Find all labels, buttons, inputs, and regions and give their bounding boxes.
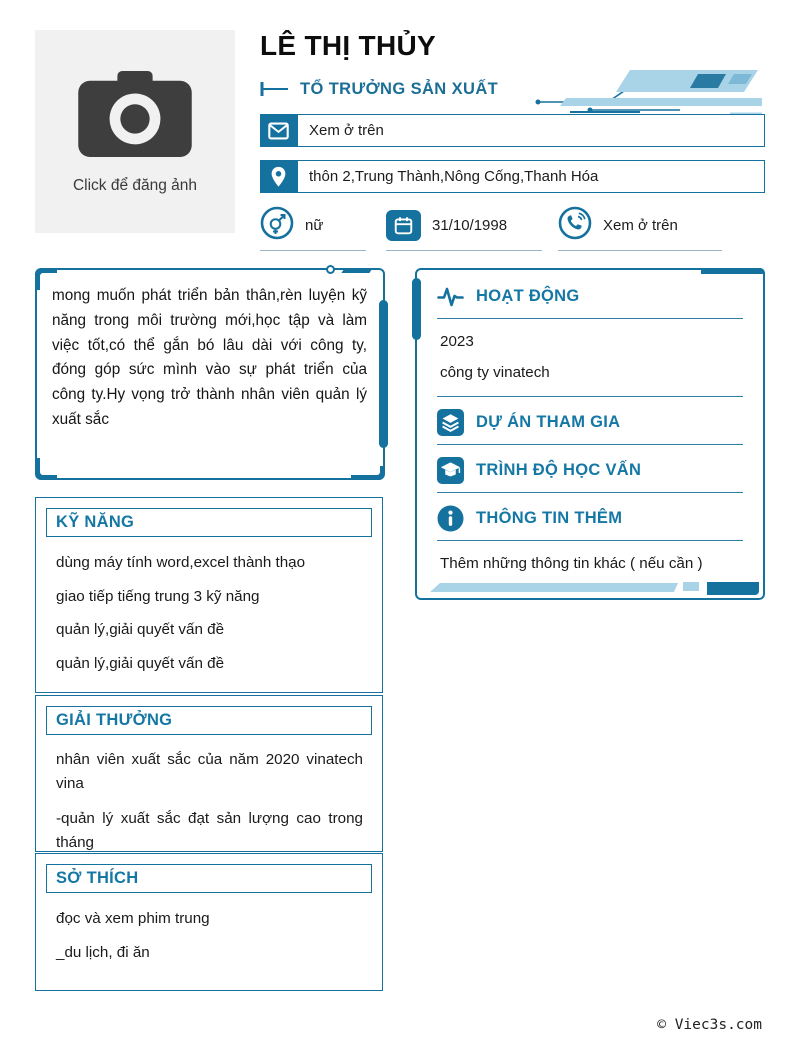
skills-section [35,497,383,693]
info-icon [437,505,464,532]
extra-info-section [437,505,743,572]
list-item: quản lý,giải quyết vấn đề [56,654,225,672]
candidate-name: LÊ THỊ THỦY [260,30,436,61]
section-divider [437,492,743,493]
list-item: dùng máy tính word,excel thành thạo [56,554,306,571]
list-item: 2023 [440,333,474,350]
frame-corner-decoration [351,466,385,480]
phone-field[interactable] [558,206,722,251]
section-title: HOẠT ĐỘNG [476,287,580,305]
extra-info-section-header [437,505,743,532]
awards-section-title: GIẢI THƯỞNG [46,706,372,735]
awards-list [36,735,382,855]
hobbies-section [35,853,383,991]
list-item: đọc và xem phim trung [56,910,210,927]
gender-value: nữ [305,217,324,234]
hobbies-section-title: SỞ THÍCH [46,864,372,893]
copyright: © Viec3s.com [657,1017,762,1033]
list-item: Thêm những thông tin khác ( nếu cần ) [440,555,703,572]
camera-icon [76,69,194,164]
projects-section [437,409,743,445]
education-section-header [437,457,743,484]
section-title: THÔNG TIN THÊM [476,509,623,527]
education-section [437,457,743,493]
gender-field[interactable] [260,206,366,251]
section-divider [437,396,743,397]
list-item: công ty vinatech [440,364,550,381]
birthday-field[interactable] [386,206,542,251]
gender-icon [260,206,294,245]
phone-icon [558,206,592,245]
inline-contact-row [260,206,765,251]
location-pin-icon [260,160,297,193]
section-title: DỰ ÁN THAM GIA [476,413,621,431]
section-title: TRÌNH ĐỘ HỌC VẤN [476,461,642,479]
frame-bottom-corner-decoration [707,582,759,595]
frame-corner-decoration [35,458,57,480]
objective-text[interactable]: mong muốn phát triển bản thân,rèn luyện kỹ năng trong môi trường mới,học tập và làm việc tốt,có thể gắn bó lâu dài với công ty, đóng góp sức mình vào sự phát triển của công ty.Hy vọng trở thành nhân viên quản lý xuất sắc [52,287,367,428]
projects-section-header [437,409,743,436]
skills-list [36,537,382,674]
frame-bottom-square-decoration [683,582,699,591]
layers-icon [437,409,464,436]
activity-pulse-icon [437,283,464,310]
section-divider [437,444,743,445]
job-title: TỔ TRƯỞNG SẢN XUẤT [300,79,499,98]
header [260,30,765,251]
frame-side-bar-decoration [379,300,388,448]
list-item: -quản lý xuất sắc đạt sản lượng cao trong tháng [56,809,363,851]
photo-upload-box[interactable] [35,30,235,233]
email-field [260,114,765,147]
photo-upload-caption: Click để đăng ảnh [72,176,198,194]
right-column-content [417,270,763,572]
right-column-box [415,268,765,600]
skills-section-title: KỸ NĂNG [46,508,372,537]
address-value[interactable]: thôn 2,Trung Thành,Nông Cống,Thanh Hóa [297,160,765,193]
activities-section [437,283,743,397]
graduation-cap-icon [437,457,464,484]
calendar-icon [386,210,421,241]
address-field [260,160,765,193]
objective-box [35,268,385,480]
envelope-icon [260,114,297,147]
birthday-value: 31/10/1998 [432,217,508,234]
section-divider [437,318,743,319]
awards-section [35,695,383,852]
title-marker-icon [260,80,290,98]
list-item: nhân viên xuất sắc của năm 2020 vinatech vina [56,751,363,793]
list-item: _du lịch, đi ăn [56,943,150,961]
frame-dot-decoration [326,265,335,274]
frame-bottom-bar-decoration [430,583,678,592]
frame-corner-decoration [35,268,57,290]
list-item: quản lý,giải quyết vấn đề [56,621,225,639]
list-item: giao tiếp tiếng trung 3 kỹ năng [56,587,260,605]
activities-section-header [437,283,743,310]
email-value[interactable]: Xem ở trên [297,114,765,147]
phone-value: Xem ở trên [603,217,678,234]
section-divider [437,540,743,541]
hobbies-list [36,893,382,963]
frame-notch-decoration [341,268,372,273]
